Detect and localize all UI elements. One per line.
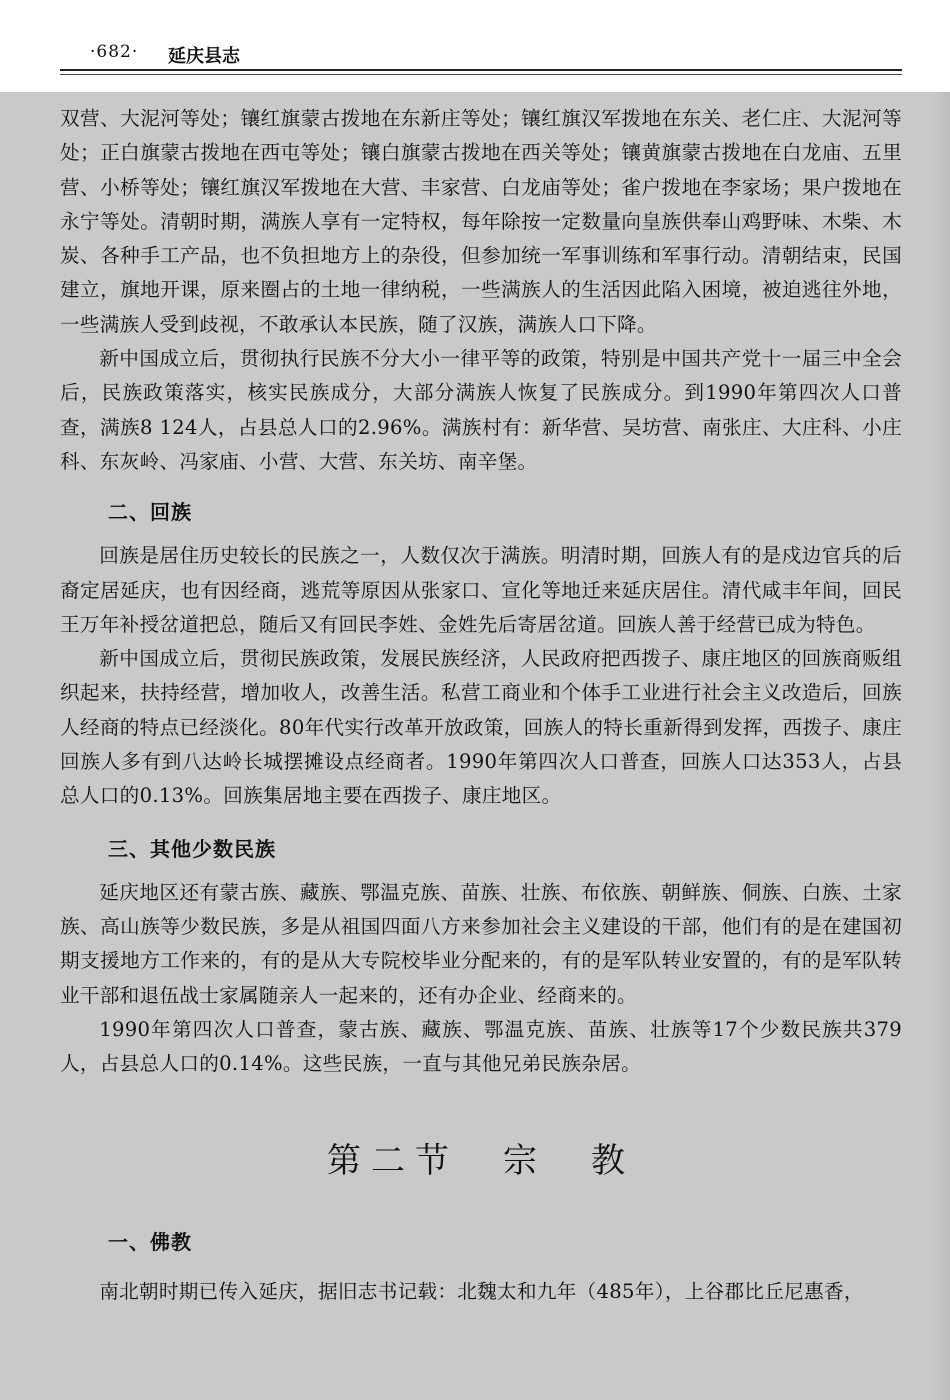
paragraph-buddhism-intro: 南北朝时期已传入延庆，据旧志书记载：北魏太和九年（485年），上谷郡比丘尼惠香，: [99, 1280, 864, 1304]
paragraph-census-1990: 1990年第四次人口普查，蒙古族、藏族、鄂温克族、苗族、壮族等17个少数民族共379人，占县总人口的0.14%。这些民族，一直与其他兄弟民族杂居。: [60, 1017, 902, 1076]
page-number: ·682·: [90, 42, 139, 62]
page-header: [0, 0, 950, 92]
heading-hui: 二、回族: [108, 500, 192, 525]
paragraph-other-minorities: 延庆地区还有蒙古族、藏族、鄂温克族、苗族、壮族、布依族、朝鲜族、侗族、白族、土家族、高山族等少数民族，多是从祖国四面八方来参加社会主义建设的干部，他们有的是在建国初期支援地方工作来的，有的是从大专院校毕业分配来的，有的是军队转业安置的，有的是军队转业干部和退伍战士家属随亲人一起来的，还有办企业、经商来的。: [60, 880, 902, 1007]
paragraph-manchu-after-1949: 新中国成立后，贯彻执行民族不分大小一律平等的政策，特别是中国共产党十一届三中全会后，民族政策落实，核实民族成分，大部分满族人恢复了民族成分。到1990年第四次人口普查，满族8 124人，占县总人口的2.96%。满族村有：新华营、吴坊营、南张庄、大庄科、小庄科、东灰岭、冯家庙、小营、大营、东关坊、南辛堡。: [60, 347, 902, 473]
header-rule-thick: [60, 69, 902, 71]
page-content: [60, 102, 902, 1310]
book-title: 延庆县志: [168, 46, 240, 67]
header-rule-thin: [60, 74, 902, 75]
page-edge-shadow: [932, 92, 950, 1400]
paragraph-hui-history: 回族是居住历史较长的民族之一，人数仅次于满族。明清时期，回族人有的是戍边官兵的后裔定居延庆，也有因经商，逃荒等原因从张家口、宣化等地迁来延庆居住。清代咸丰年间，回民王万年补授岔道把总，随后又有回民李姓、金姓先后寄居岔道。回族人善于经营已成为特色。: [60, 544, 902, 636]
heading-buddhism: 一、佛教: [108, 1230, 192, 1255]
heading-other-minorities: 三、其他少数民族: [108, 836, 276, 861]
paragraph-hui-after-1949: 新中国成立后，贯彻民族政策，发展民族经济，人民政府把西拨子、康庄地区的回族商贩组织起来，扶持经营，增加收人，改善生活。私营工商业和个体手工业进行社会主义改造后，回族人经商的特点已经淡化。80年代实行改革开放政策，回族人的特长重新得到发挥，西拨子、康庄回族人多有到八达岭长城摆摊设点经商者。1990年第四次人口普查，回族人口达353人，占县总人口的0.13%。回族集居地主要在西拨子、康庄地区。: [60, 647, 902, 808]
section-title-religion: 第二节 宗 教: [327, 1141, 635, 1182]
paragraph-manchu-banner-lands: 双营、大泥河等处；镶红旗蒙古拨地在东新庄等处；镶红旗汉军拨地在东关、老仁庄、大泥河等处；正白旗蒙古拨地在西屯等处；镶白旗蒙古拨地在西关等处；镶黄旗蒙古拨地在白龙庙、五里营、小桥等处；镶红旗汉军拨地在大营、丰家营、白龙庙等处；雀户拨地在李家场；果户拨地在永宁等处。清朝时期，满族人享有一定特权，每年除按一定数量向皇族供奉山鸡野味、木柴、木炭、各种手工产品，也不负担地方上的杂役，但参加统一军事训练和军事行动。清朝结束，民国建立，旗地开课，原来圈占的土地一律纳税，一些满族人的生活因此陷入困境，被迫逃往外地，一些满族人受到歧视，不敢承认本民族，随了汉族，满族人口下降。: [60, 107, 902, 336]
